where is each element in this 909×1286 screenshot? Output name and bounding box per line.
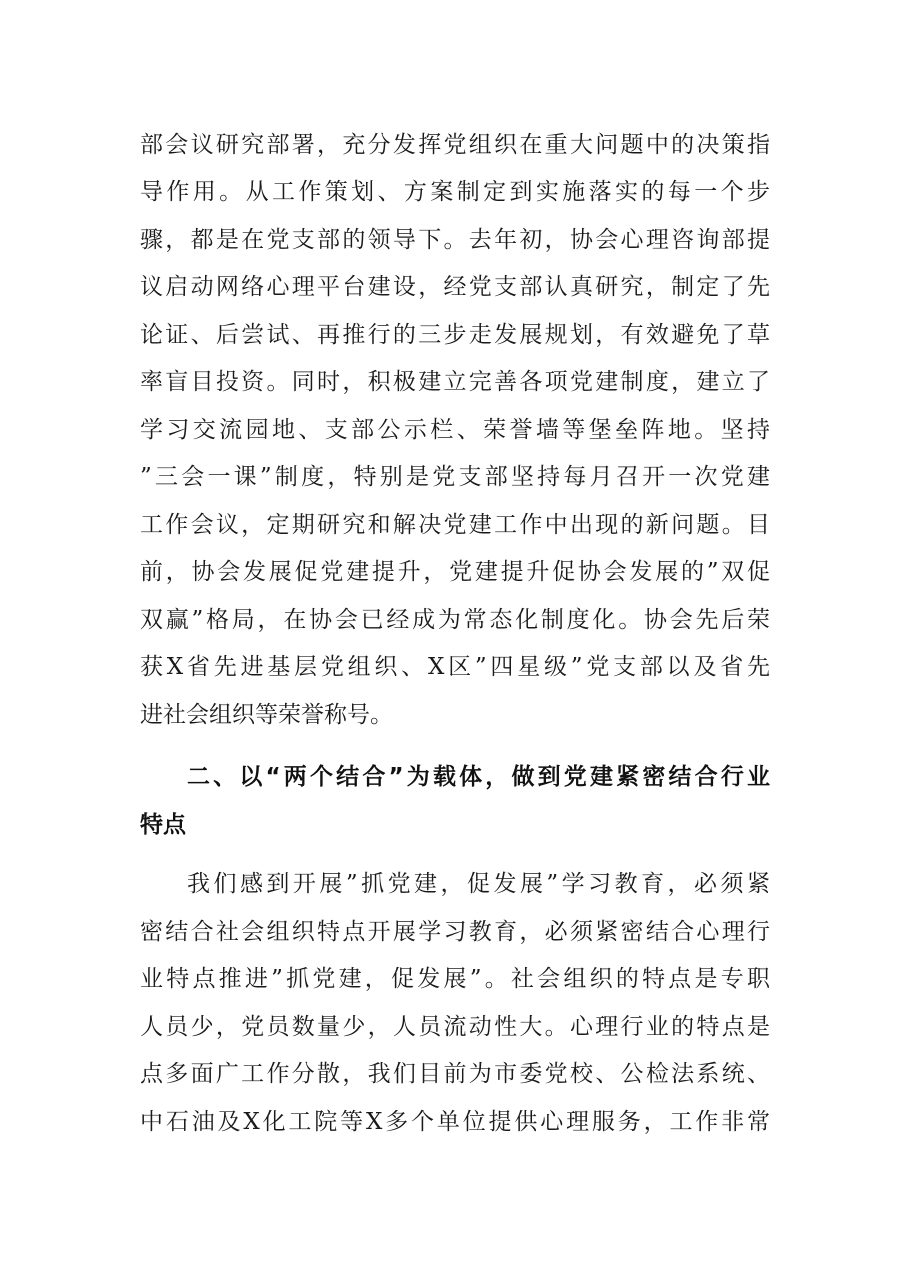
paragraph-1-line-12: 获X省先进基层党组织、X区”四星级”党支部以及省先	[140, 654, 770, 680]
paragraph-2-line-6: 中石油及X化工院等X多个单位提供心理服务，工作非常	[140, 1109, 770, 1135]
paragraph-2-line-2: 密结合社会组织特点开展学习教育，必须紧密结合心理行	[140, 919, 770, 945]
paragraph-1-line-2: 导作用。从工作策划、方案制定到实施落实的每一个步	[140, 179, 770, 205]
paragraph-1-line-7: 学习交流园地、支部公示栏、荣誉墙等堡垒阵地。坚持	[140, 417, 770, 443]
paragraph-2-line-1: 我们感到开展”抓党建，促发展”学习教育，必须紧	[187, 871, 770, 897]
paragraph-1-line-6: 率盲目投资。同时，积极建立完善各项党建制度，建立了	[140, 369, 770, 395]
section-heading-line-1: 二、以“两个结合”为载体，做到党建紧密结合行业	[187, 764, 770, 790]
paragraph-1-line-1: 部会议研究部署，充分发挥党组织在重大问题中的决策指	[140, 132, 770, 158]
paragraph-1-line-8: ”三会一课”制度，特别是党支部坚持每月召开一次党建	[140, 464, 770, 490]
section-heading-line-2: 特点	[140, 812, 186, 838]
paragraph-1-line-13: 进社会组织等荣誉称号。	[140, 702, 393, 728]
paragraph-1-line-5: 论证、后尝试、再推行的三步走发展规划，有效避免了草	[140, 322, 770, 348]
paragraph-2-line-4: 人员少，党员数量少，人员流动性大。心理行业的特点是	[140, 1014, 770, 1040]
paragraph-2-line-5: 点多面广工作分散，我们目前为市委党校、公检法系统、	[140, 1061, 770, 1087]
paragraph-1-line-11: 双赢”格局，在协会已经成为常态化制度化。协会先后荣	[140, 607, 770, 633]
paragraph-1-line-3: 骤，都是在党支部的领导下。去年初，协会心理咨询部提	[140, 227, 770, 253]
paragraph-1-line-9: 工作会议，定期研究和解决党建工作中出现的新问题。目	[140, 512, 770, 538]
paragraph-1-line-10: 前，协会发展促党建提升，党建提升促协会发展的”双促	[140, 559, 770, 585]
paragraph-1-line-4: 议启动网络心理平台建设，经党支部认真研究，制定了先	[140, 274, 770, 300]
paragraph-2-line-3: 业特点推进”抓党建，促发展”。社会组织的特点是专职	[140, 966, 770, 992]
